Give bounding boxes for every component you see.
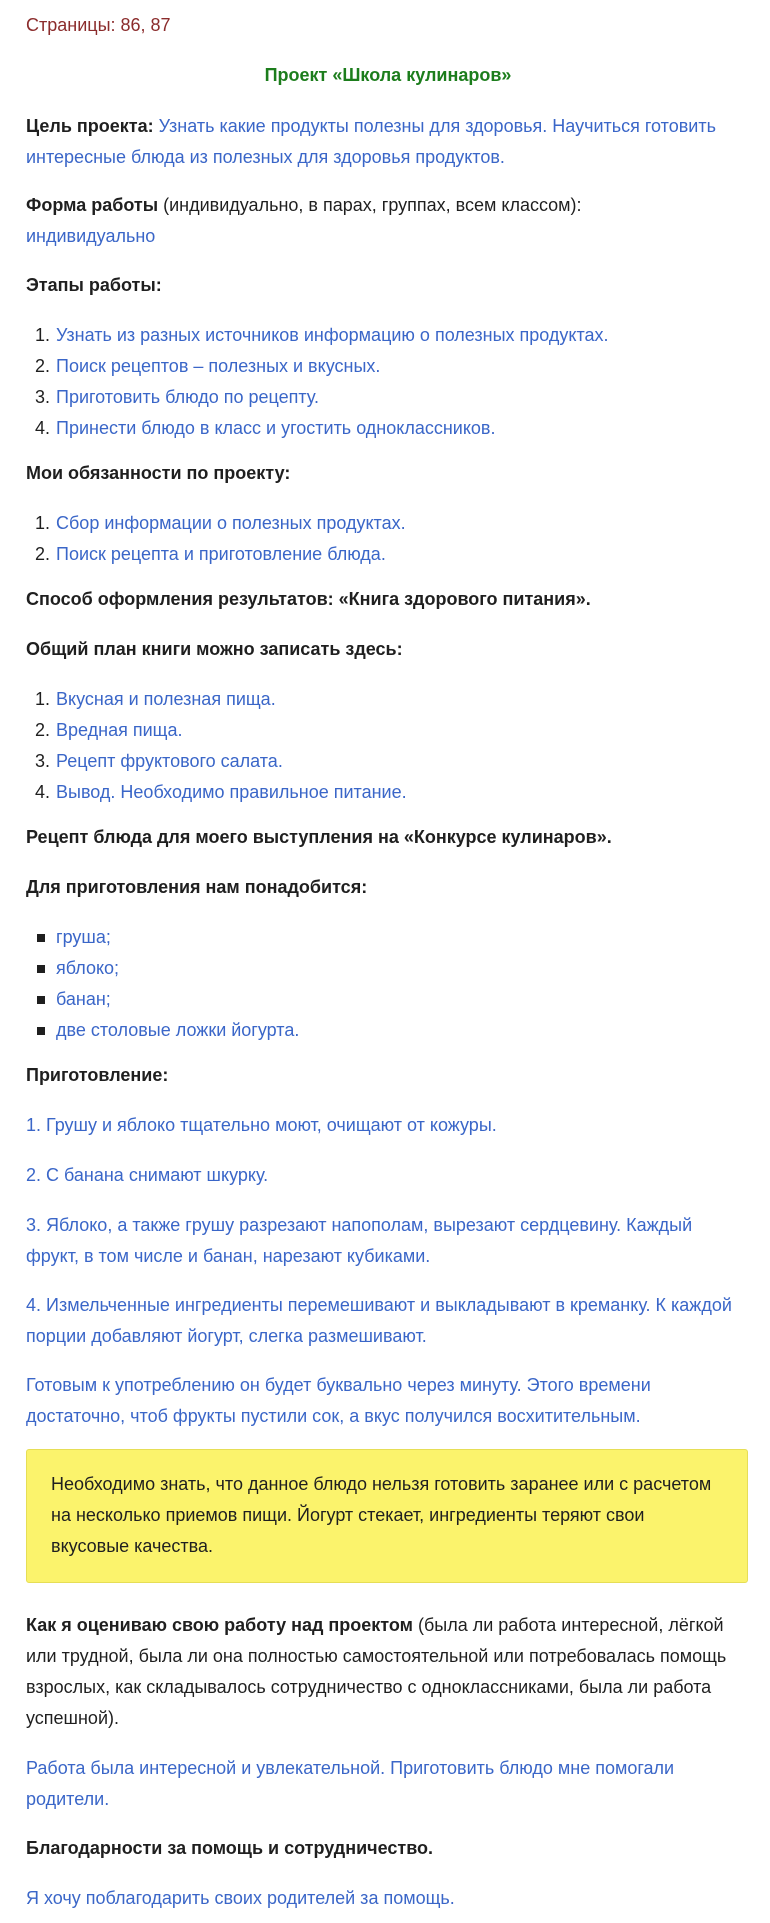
list-item: 1. Вкусная и полезная пища.: [35, 689, 276, 709]
cooking-step-3: 3. Яблоко, а также грушу разрезают напополам, вырезают сердцевину. Каждый фрукт, в том числе и банан, нарезают кубиками.: [26, 1215, 693, 1266]
duties-heading-text: Мои обязанности по проекту:: [26, 463, 291, 483]
thanks-heading: [26, 1833, 750, 1864]
ready-text: Готовым к употреблению он будет буквально через минуту. Этого времени достаточно, чтоб фрукты пустили сок, а вкус получился восхитительным.: [26, 1375, 651, 1426]
cooking-heading: [26, 1060, 750, 1091]
list-item: 2. Поиск рецепта и приготовление блюда.: [35, 544, 386, 564]
assessment-label: Как я оцениваю свою работу над проектом: [26, 1615, 413, 1635]
cooking-step-2: 2. С банана снимают шкурку.: [26, 1165, 269, 1185]
note-box: [26, 1449, 748, 1583]
stages-list: [26, 320, 750, 444]
bullet-icon: [37, 965, 45, 973]
bullet-icon: [37, 934, 45, 942]
ingredients-heading-text: Для приготовления нам понадобится:: [26, 877, 368, 897]
thanks-heading-text: Благодарности за помощь и сотрудничество.: [26, 1838, 434, 1858]
result-form-text: Способ оформления результатов: «Книга здорового питания».: [26, 589, 591, 609]
stages-heading-text: Этапы работы:: [26, 275, 162, 295]
assessment-hint: (была ли работа интересной, лёгкой или трудной, была ли она полностью самостоятельной или потребовалась помощь взрослых, как складывалось сотрудничество с одноклассниками, была ли работа успешной).: [26, 1615, 727, 1728]
goal-label: Цель проекта:: [26, 116, 154, 136]
stages-heading: [26, 270, 750, 301]
work-form-label: Форма работы: [26, 195, 159, 215]
list-item: банан;: [26, 984, 750, 1015]
list-item: 2. Вредная пища.: [35, 720, 183, 740]
pages-reference: Страницы: 86, 87: [26, 15, 171, 35]
plan-heading: [26, 634, 750, 665]
list-item: 4. Принести блюдо в класс и угостить одноклассников.: [35, 418, 496, 438]
assessment-answer: Работа была интересной и увлекательной. Приготовить блюдо мне помогали родители.: [26, 1758, 675, 1809]
bullet-icon: [37, 1027, 45, 1035]
list-item: 2. Поиск рецептов – полезных и вкусных.: [35, 356, 381, 376]
recipe-heading: [26, 822, 750, 853]
plan-heading-text: Общий план книги можно записать здесь:: [26, 639, 403, 659]
goal-text: Узнать какие продукты полезны для здоровья. Научиться готовить интересные блюда из полезных для здоровья продуктов.: [26, 116, 716, 167]
list-item: 4. Вывод. Необходимо правильное питание.: [35, 782, 407, 802]
cooking-step-4: 4. Измельченные ингредиенты перемешивают и выкладывают в креманку. К каждой порции добавляют йогурт, слегка размешивают.: [26, 1295, 732, 1346]
result-form: [26, 584, 750, 615]
ingredients-list: [26, 922, 750, 1046]
list-item: 1. Сбор информации о полезных продуктах.: [35, 513, 406, 533]
work-form: [26, 190, 750, 252]
work-form-answer: индивидуально: [26, 226, 156, 246]
cooking-heading-text: Приготовление:: [26, 1065, 169, 1085]
plan-list: [26, 684, 750, 808]
assessment: [26, 1610, 750, 1734]
cooking-step-1: 1. Грушу и яблоко тщательно моют, очищают от кожуры.: [26, 1115, 497, 1135]
duties-list: [26, 508, 750, 570]
thanks-answer: Я хочу поблагодарить своих родителей за помощь.: [26, 1888, 455, 1908]
list-item: 3. Рецепт фруктового салата.: [35, 751, 283, 771]
list-item: яблоко;: [26, 953, 750, 984]
list-item: две столовые ложки йогурта.: [26, 1015, 750, 1046]
work-form-hint: (индивидуально, в парах, группах, всем классом):: [163, 195, 582, 215]
recipe-heading-text: Рецепт блюда для моего выступления на «Конкурсе кулинаров».: [26, 827, 612, 847]
duties-heading: [26, 458, 750, 489]
list-item: 1. Узнать из разных источников информацию о полезных продуктах.: [35, 325, 609, 345]
project-goal: [26, 111, 750, 173]
project-title: Проект «Школа кулинаров»: [264, 65, 512, 85]
ingredients-heading: [26, 872, 750, 903]
list-item: груша;: [26, 922, 750, 953]
list-item: 3. Приготовить блюдо по рецепту.: [35, 387, 319, 407]
bullet-icon: [37, 996, 45, 1004]
note-text: Необходимо знать, что данное блюдо нельзя готовить заранее или с расчетом на несколько приемов пищи. Йогурт стекает, ингредиенты теряют свои вкусовые качества.: [51, 1474, 712, 1556]
